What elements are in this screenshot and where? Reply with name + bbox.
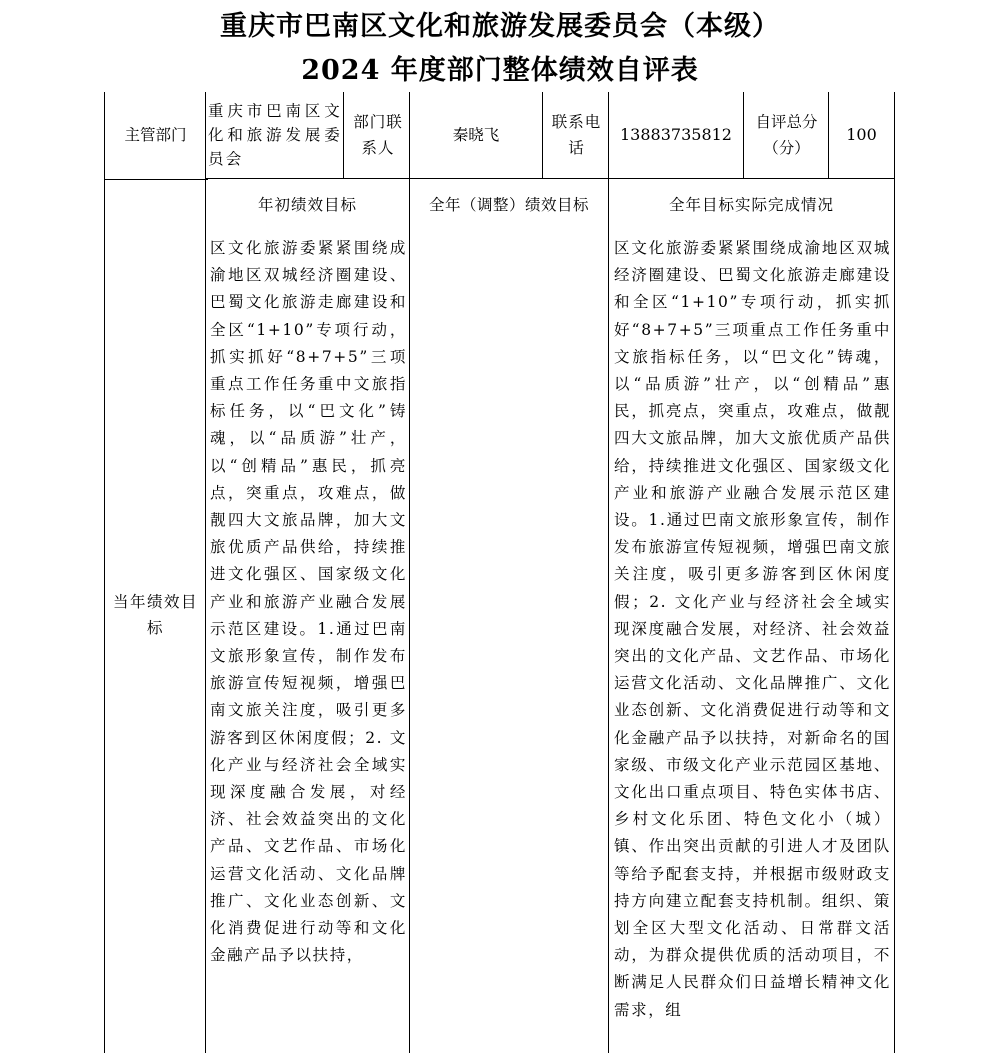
- initial-goal-text: 区文化旅游委紧紧围绕成渝地区双城经济圈建设、巴蜀文化旅游走廊建设和全区“1+10”专项行动，抓实抓好“8+7+5”三项重点工作任务重中文旅指标任务，以“巴文化”铸魂，以“品质游”壮产，以“创精品”惠民，抓亮点，突重点，攻难点，做靓四大文旅品牌，加大文旅优质产品供给，持续推进文化强区、国家级文化产业和旅游产业融合发展示范区建设。1.通过巴南文旅形象宣传，制作发布旅游宣传短视频，增强巴南文旅关注度，吸引更多游客到区休闲度假；2. 文化产业与经济社会全域实现深度融合发展，对经济、社会效益突出的文化产品、文艺作品、市场化运营文化活动、文化品牌推广、文化业态创新、文化消费促进行动等和文化金融产品予以扶持，: [210, 239, 407, 965]
- adjusted-goal-header: 全年（调整）绩效目标: [428, 196, 589, 214]
- adjusted-goal-text: [413, 235, 603, 1050]
- title-line-1: 重庆市巴南区文化和旅游发展委员会（本级）: [220, 11, 780, 42]
- phone-label: 联系电话: [551, 113, 602, 157]
- contact-value: 秦晓飞: [452, 126, 500, 144]
- phone-value: 13883735812: [620, 125, 732, 144]
- dept-value: 重庆市巴南区文化和旅游发展委员会: [208, 102, 342, 168]
- score-value: 100: [846, 125, 877, 144]
- actual-completion-header: 全年目标实际完成情况: [668, 196, 834, 214]
- goals-row-label: 当年绩效目标: [112, 593, 198, 637]
- title-line-2: 2024 年度部门整体绩效自评表: [301, 55, 699, 86]
- contact-label: 部门联系人: [353, 113, 403, 157]
- initial-goal-header: 年初绩效目标: [257, 196, 357, 214]
- score-label: 自评总分（分）: [755, 113, 818, 157]
- actual-completion-text: 区文化旅游委紧紧围绕成渝地区双城经济圈建设、巴蜀文化旅游走廊建设和全区“1+10”专项行动，抓实抓好“8+7+5”三项重点工作任务重中文旅指标任务，以“巴文化”铸魂，以“品质游”壮产，以“创精品”惠民，抓亮点，突重点，攻难点，做靓四大文旅品牌，加大文旅优质产品供给，持续推进文化强区、国家级文化产业和旅游产业融合发展示范区建设。1.通过巴南文旅形象宣传，制作发布旅游宣传短视频，增强巴南文旅关注度，吸引更多游客到区休闲度假；2. 文化产业与经济社会全域实现深度融合发展，对经济、社会效益突出的文化产品、文艺作品、市场化运营文化活动、文化品牌推广、文化业态创新、文化消费促进行动等和文化金融产品予以扶持，对新命名的国家级、市级文化产业示范园区基地、文化出口重点项目、特色实体书店、乡村文化乐团、特色文化小（城）镇、作出突出贡献的引进人才及团队等给予配套支持，并根据市级财政支持方向建立配套支持机制。组织、策划全区大型文化活动、日常群文活动，为群众提供优质的活动项目，不断满足人民群众们日益增长精神文化需求，组: [614, 239, 891, 1019]
- dept-label: 主管部门: [124, 126, 187, 144]
